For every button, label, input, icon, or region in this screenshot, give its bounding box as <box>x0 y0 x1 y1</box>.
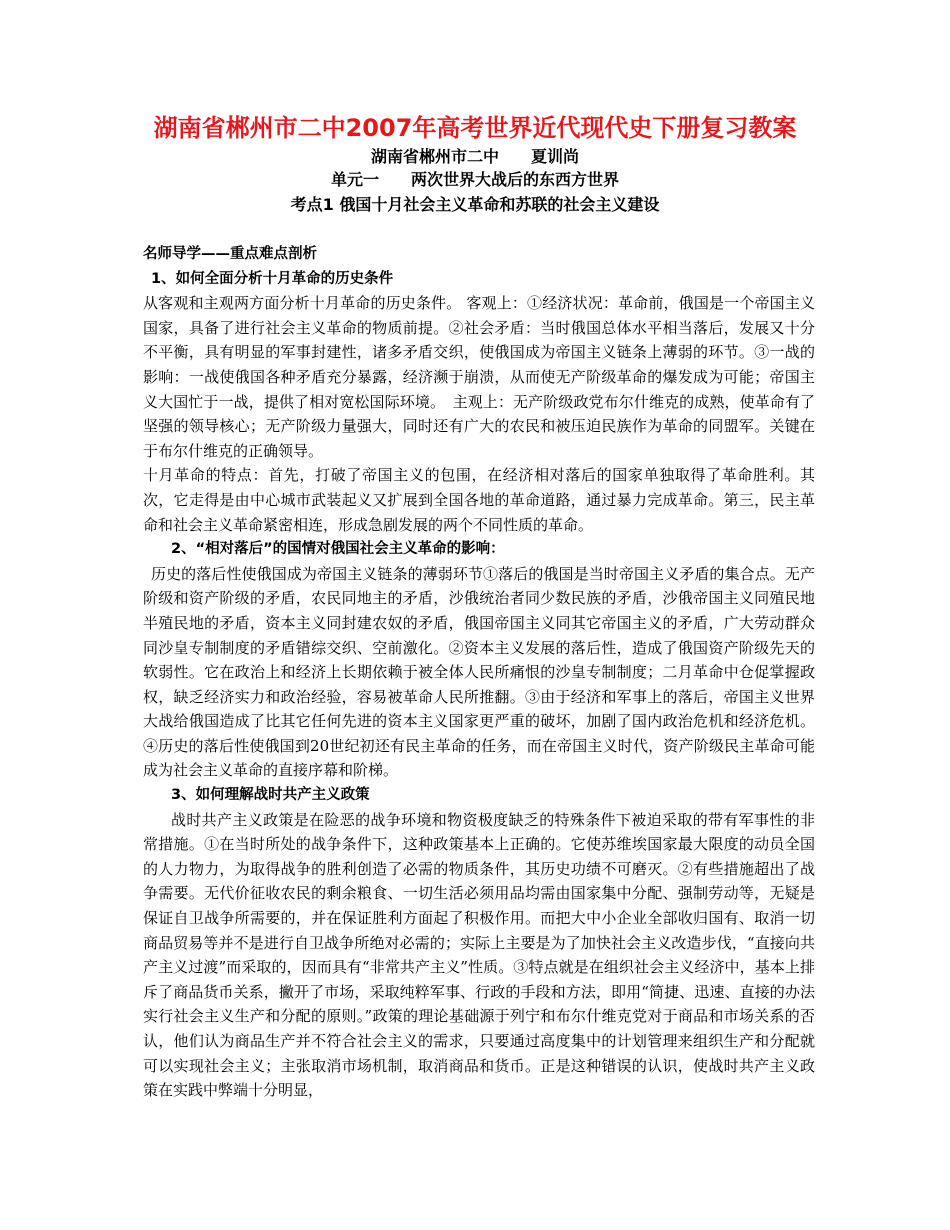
document-body <box>143 242 815 1103</box>
question-3-paragraph: 战时共产主义政策是在险恶的战争环境和物资极度缺乏的特殊条件下被迫采取的带有军事性的非常措施。①在当时所处的战争条件下，这种政策基本上正确的。它使苏维埃国家最大限度的动员全国的人力物力，为取得战争的胜利创造了必需的物质条件，其历史功绩不可磨灭。②有些措施超出了战争需要。无代价征收农民的剩余粮食、一切生活必须用品均需由国家集中分配、强制劳动等，无疑是保证自卫战争所需要的，并在保证胜利方面起了积极作用。而把大中小企业全部收归国有、取消一切商品贸易等并不是进行自卫战争所绝对必需的；实际上主要是为了加快社会主义改造步伐，“直接向共产主义过渡”而采取的，因而具有“非常共产主义”性质。③特点就是在组织社会主义经济中，基本上排斥了商品货币关系，撇开了市场，采取纯粹军事、行政的手段和方法，即用“简捷、迅速、直接的办法实行社会主义生产和分配的原则。”政策的理论基础源于列宁和布尔什维克党对于商品和市场关系的否认，他们认为商品生产并不符合社会主义的需求，只要通过高度集中的计划管理来组织生产和分配就可以实现社会主义；主张取消市场机制，取消商品和货币。正是这种错误的认识，使战时共产主义政策在实践中弊端十分明显， <box>143 810 815 1100</box>
question-2-paragraph: 历史的落后性使俄国成为帝国主义链条的薄弱环节①落后的俄国是当时帝国主义矛盾的集合点。无产阶级和资产阶级的矛盾，农民同地主的矛盾，沙俄统治者同少数民族的矛盾，沙俄帝国主义同殖民地半殖民地的矛盾，资本主义同封建农奴的矛盾，俄国帝国主义同其它帝国主义的矛盾，广大劳动群众同沙皇专制制度的矛盾错综交织、空前激化。②资本主义发展的落后性，造成了俄国资产阶级先天的软弱性。它在政治上和经济上长期依赖于被全体人民所痛恨的沙皇专制制度；二月革命中仓促掌握政权，缺乏经济实力和政治经验，容易被革命人民所推翻。③由于经济和军事上的落后，帝国主义世界大战给俄国造成了比其它任何先进的资本主义国家更严重的破坏，加剧了国内政治危机和经济危机。④历史的落后性使俄国到20世纪初还有民主革命的任务，而在帝国主义时代，资产阶级民主革命可能成为社会主义革命的直接序幕和阶梯。 <box>143 564 815 780</box>
question-1-paragraph-2: 十月革命的特点：首先，打破了帝国主义的包围，在经济相对落后的国家单独取得了革命胜利。其次，它走得是由中心城市武装起义又扩展到全国各地的革命道路，通过暴力完成革命。第三，民主革命和社会主义革命紧密相连，形成急剧发展的两个不同性质的革命。 <box>143 466 815 534</box>
question-2-heading: 2、“相对落后”的国情对俄国社会主义革命的影响： <box>171 541 505 558</box>
question-1-heading: 1、如何全面分析十月革命的历史条件 <box>151 270 394 287</box>
unit-line: 单元一 两次世界大战后的东西方世界 <box>330 170 619 189</box>
section-heading: 名师导学——重点难点剖析 <box>143 246 317 262</box>
document-title: 湖南省郴州市二中2007年高考世界近代现代史下册复习教案 <box>153 114 797 142</box>
author-line: 湖南省郴州市二中 夏训尚 <box>370 147 579 166</box>
question-3-heading: 3、如何理解战时共产主义政策 <box>171 787 370 804</box>
question-1-paragraph-1: 从客观和主观两方面分析十月革命的历史条件。 客观上：①经济状况：革命前，俄国是一个帝国主义国家，具备了进行社会主义革命的物质前提。②社会矛盾：当时俄国总体水平相当落后，发展又十分不平衡，具有明显的军事封建性，诸多矛盾交织，使俄国成为帝国主义链条上薄弱的环节。③一战的影响：一战使俄国各种矛盾充分暴露，经济濒于崩溃，从而使无产阶级革命的爆发成为可能；帝国主义大国忙于一战，提供了相对宽松国际环境。 主观上：无产阶级政党布尔什维克的成熟，使革命有了坚强的领导核心；无产阶级力量强大，同时还有广大的农民和被压迫民族作为革命的同盟军。关键在于布尔什维克的正确领导。 <box>143 294 815 460</box>
topic-line: 考点1 俄国十月社会主义革命和苏联的社会主义建设 <box>290 195 660 214</box>
